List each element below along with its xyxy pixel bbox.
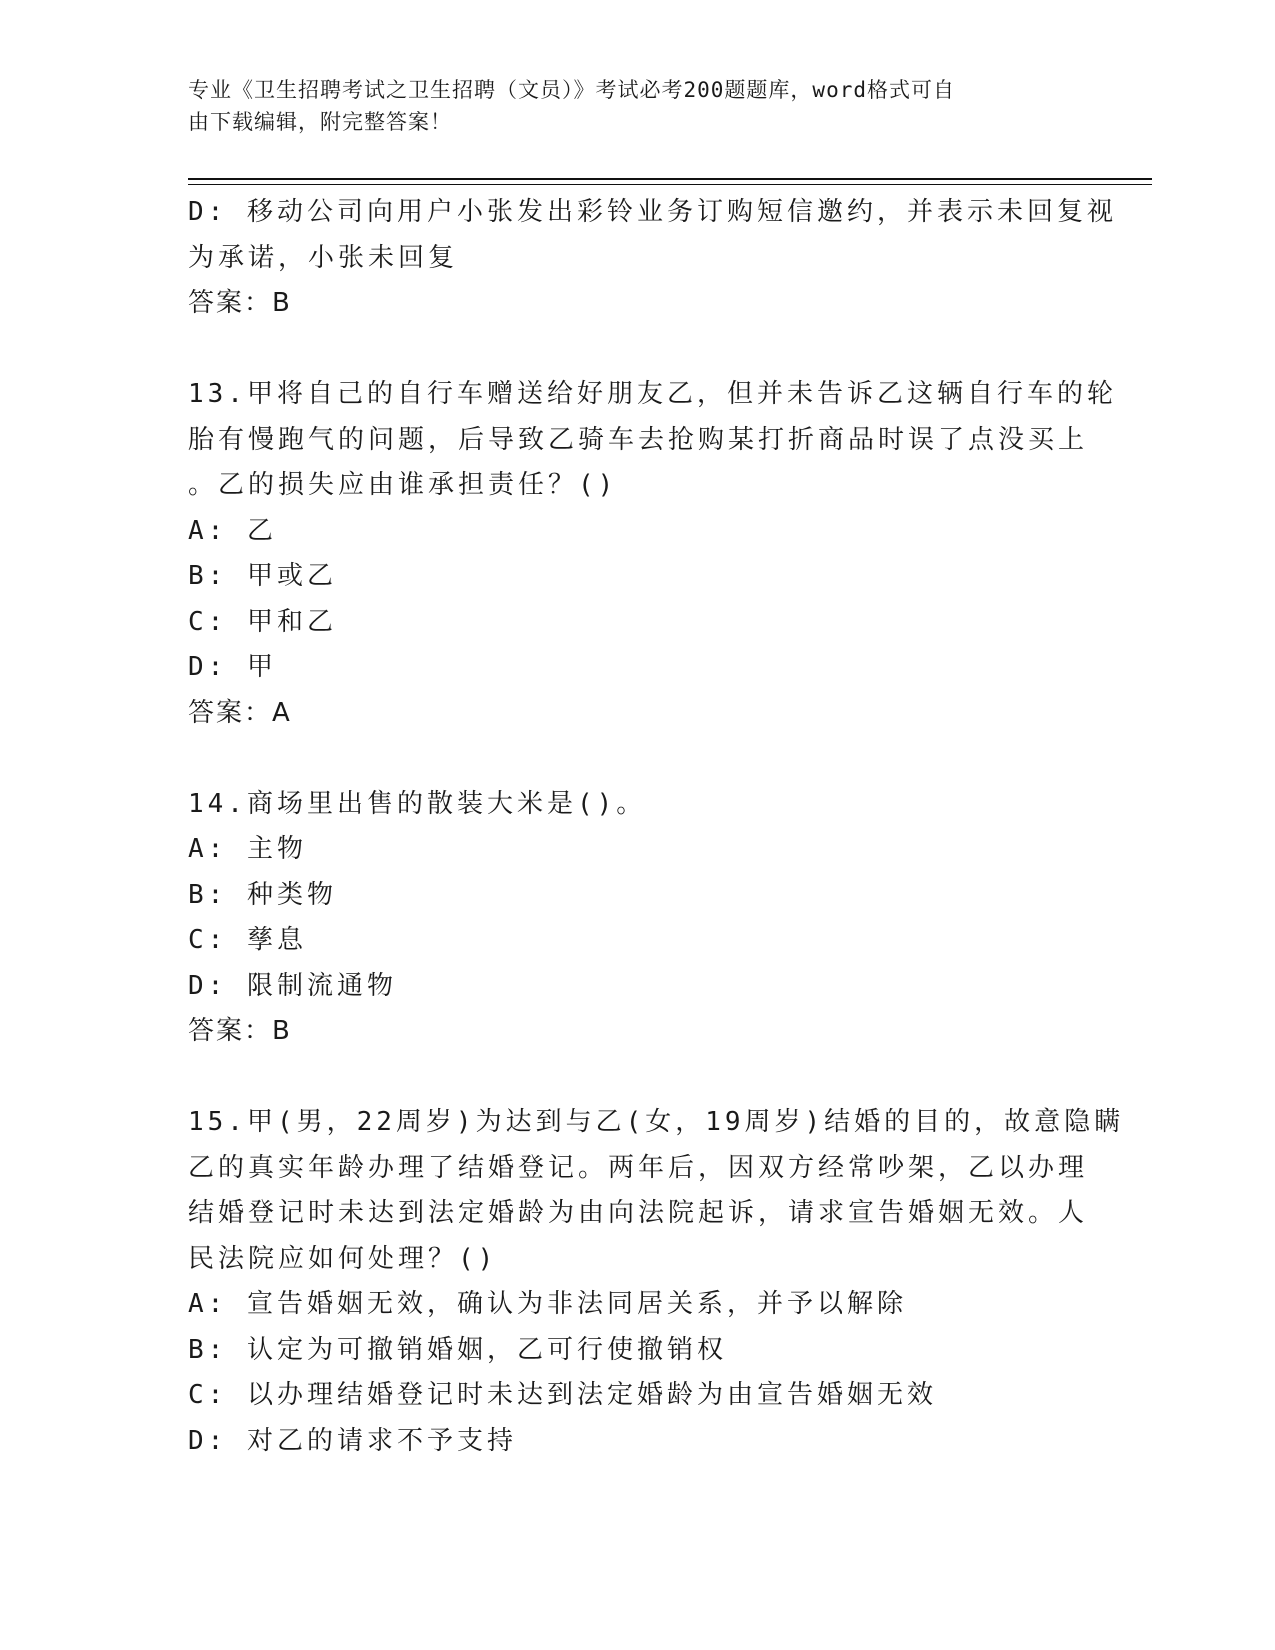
answer-13: 答案：A <box>188 697 292 728</box>
question-15-stem-2: 乙的真实年龄办理了结婚登记。两年后，因双方经常吵架，乙以办理 <box>188 1152 1089 1183</box>
question-12-tail <box>188 190 1117 327</box>
question-15-option-a: A: 宣告婚姻无效，确认为非法同居关系，并予以解除 <box>188 1289 907 1319</box>
question-14-option-b: B: 种类物 <box>188 879 337 910</box>
question-14-option-a: A: 主物 <box>188 834 307 864</box>
question-14-stem-1: 14.商场里出售的散装大米是()。 <box>188 788 647 819</box>
question-13-option-b: B: 甲或乙 <box>188 561 337 591</box>
page-header <box>188 74 1068 138</box>
question-14-option-d: D: 限制流通物 <box>188 970 397 1001</box>
spacer <box>188 736 1088 782</box>
question-content <box>188 190 1125 1464</box>
spacer <box>188 327 1088 373</box>
question-15-stem-1: 15.甲(男，22周岁)为达到与乙(女，19周岁)结婚的目的，故意隐瞒 <box>188 1107 1125 1137</box>
question-13-stem-1: 13.甲将自己的自行车赠送给好朋友乙，但并未告诉乙这辆自行车的轮 <box>188 379 1117 409</box>
question-14-option-c: C: 孳息 <box>188 925 307 955</box>
question-13-stem-3: 。乙的损失应由谁承担责任？() <box>188 470 618 500</box>
question-15-stem-3: 结婚登记时未达到法定婚龄为由向法院起诉，请求宣告婚姻无效。人 <box>188 1198 1089 1228</box>
question-13-stem-2: 胎有慢跑气的问题，后导致乙骑车去抢购某打折商品时误了点没买上 <box>188 424 1089 455</box>
question-15-option-d: D: 对乙的请求不予支持 <box>188 1425 517 1456</box>
answer-12: 答案：B <box>188 288 292 318</box>
question-15-stem-4: 民法院应如何处理？() <box>188 1243 498 1274</box>
question-13-option-d: D: 甲 <box>188 652 277 682</box>
option-d-line-1: D: 移动公司向用户小张发出彩铃业务订购短信邀约，并表示未回复视 <box>188 197 1117 227</box>
header-line-2: 由下载编辑，附完整答案！ <box>188 110 452 134</box>
question-14 <box>188 782 1088 1055</box>
option-d-line-2: 为承诺，小张未回复 <box>188 242 459 273</box>
question-13-option-a: A: 乙 <box>188 515 277 546</box>
header-divider-thin <box>188 184 1152 185</box>
spacer <box>188 1055 1088 1101</box>
question-15-option-b: B: 认定为可撤销婚姻，乙可行使撤销权 <box>188 1334 727 1365</box>
question-13-option-c: C: 甲和乙 <box>188 606 337 637</box>
header-divider-thick <box>188 178 1152 180</box>
question-15 <box>188 1100 1125 1464</box>
question-13 <box>188 372 1117 736</box>
question-15-option-c: C: 以办理结婚登记时未达到法定婚龄为由宣告婚姻无效 <box>188 1380 937 1410</box>
answer-14: 答案：B <box>188 1016 292 1046</box>
header-line-1: 专业《卫生招聘考试之卫生招聘（文员）》考试必考200题题库，word格式可自 <box>188 78 955 102</box>
